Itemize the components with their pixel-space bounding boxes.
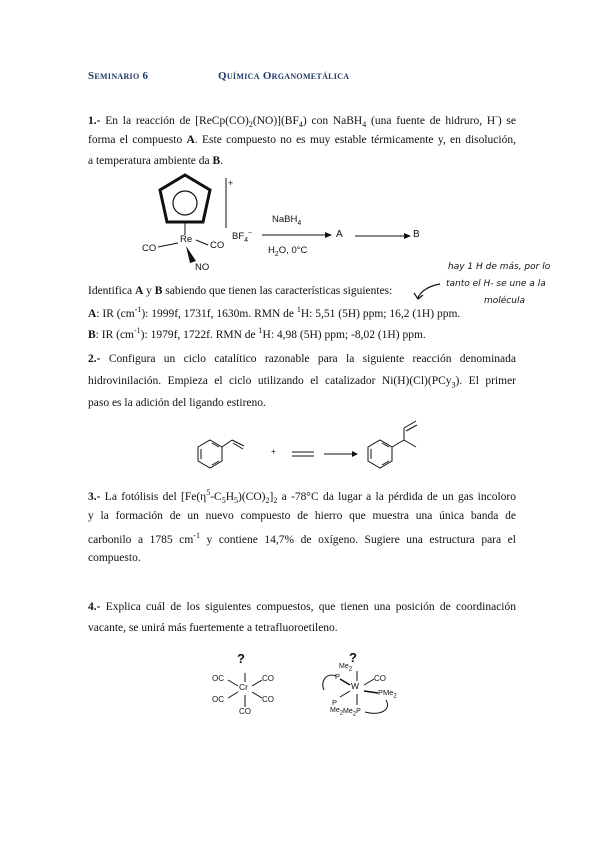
handwritten-note-line-3: molécula bbox=[484, 296, 525, 306]
q4-line-1: 4.- Explica cuál de los siguientes compuestos, que tienen una posición de coordinación bbox=[88, 601, 517, 613]
cation-charge: + bbox=[228, 178, 234, 188]
q1-compound-b-data: B: IR $(cm^{-1})$: 1979f, 1722f. RMN de $^1$H: 4,98 (5H) ppm; -8,02 (1H) ppm. bbox=[88, 326, 426, 341]
handwritten-note-line-1: hay 1 H de más, por lo bbox=[448, 262, 551, 272]
q1-compound-a-data: A: IR $(cm^{-1})$: 1999f, 1731f, 1630m. RMN de $^1$H: 5,51 (5H) ppm; 16,2 (1H) ppm. bbox=[88, 305, 461, 320]
q1-identify-line: Identifica A y B sabiendo que tienen las características siguientes: bbox=[88, 285, 393, 297]
scheme-plus-sign: + bbox=[271, 447, 276, 456]
tungsten-label: W bbox=[351, 681, 360, 691]
w-vacant-site-question: ? bbox=[349, 650, 357, 665]
q1-line-2: forma el compuesto A. Este compuesto no es muy estable térmicamente y, en disolución, bbox=[88, 134, 516, 146]
q4-line-2: vacante, se unirá más fuertemente a tetrafluoroetileno. bbox=[88, 622, 338, 634]
no-ligand: NO bbox=[195, 262, 210, 273]
q2-line-3: paso es la adición del ligando estireno. bbox=[88, 397, 266, 409]
q1-line-1: 1.- En la reacción de $[ReCp(CO)_2(NO)](BF_4)$ con NaBH$_4$ (una fuente de hidruro, H-) se bbox=[88, 112, 517, 130]
cr-co-upper-right: CO bbox=[262, 674, 274, 683]
w-p-top: P bbox=[335, 672, 341, 681]
q3-line-4: compuesto. bbox=[88, 552, 141, 564]
seminar-label: Seminario 6 bbox=[88, 70, 149, 82]
rhenium-label: Re bbox=[180, 234, 193, 245]
chromium-label: Cr bbox=[239, 682, 248, 692]
co-ligand-right: CO bbox=[210, 240, 225, 251]
q2-line-1: 2.- Configura un ciclo catalítico razonable para la siguiente reacción denominada bbox=[88, 353, 517, 365]
w-pme2-bottom: $Me_2P$ bbox=[343, 708, 361, 718]
q3-line-2: y la formación de un nuevo compuesto de hierro que muestra una única banda de bbox=[88, 510, 516, 522]
cr-co-lower-right: CO bbox=[262, 695, 274, 704]
q4-number: 4.- bbox=[88, 601, 101, 613]
q1-number: 1.- bbox=[88, 114, 101, 127]
w-pme2-right: PMe$_2$ bbox=[378, 688, 397, 700]
w-p-lower: P bbox=[332, 698, 338, 707]
tetrafluoroborate-counterion: $BF_4^-$ bbox=[232, 230, 253, 245]
cr-vacant-site-question: ? bbox=[237, 651, 245, 666]
cr-co-lower-left: OC bbox=[212, 695, 224, 704]
reagent-label: NaBH$_4$ bbox=[272, 214, 302, 227]
product-b: B bbox=[413, 229, 420, 240]
conditions-label: $H_2O$, 0°C bbox=[268, 245, 308, 258]
product-a: A bbox=[336, 229, 343, 240]
w-pme2-top: $Me_2$ bbox=[339, 663, 353, 673]
cr-co-bottom: CO bbox=[239, 707, 251, 716]
handwritten-note-line-2: tanto el H- se une a la bbox=[446, 279, 546, 289]
w-co-ligand: CO bbox=[374, 674, 386, 683]
subject-title: Química Organometálica bbox=[218, 70, 350, 82]
co-ligand-left: CO bbox=[142, 243, 157, 254]
cr-co-upper-left: OC bbox=[212, 674, 224, 683]
q3-number: 3.- bbox=[88, 490, 101, 503]
q3-line-1: 3.- La fotólisis del $[Fe(\eta^5-C_5H_5)(CO)_2]_2$ a -78°C da lugar a la pérdida de un gas incoloro bbox=[88, 488, 516, 506]
q2-line-2: hidrovinilación. Empieza el ciclo utilizando el catalizador Ni(H)(Cl)(PCy$_3$). El primer bbox=[88, 375, 517, 390]
q2-number: 2.- bbox=[88, 353, 101, 365]
w-me2-lower: $Me_2$ bbox=[330, 707, 344, 717]
q1-line-3: a temperatura ambiente da B. bbox=[88, 155, 224, 167]
q3-line-3: carbonilo a 1785 $cm^{-1}$ y contiene 14,7% de oxígeno. Sugiere una estructura para el bbox=[88, 531, 516, 546]
